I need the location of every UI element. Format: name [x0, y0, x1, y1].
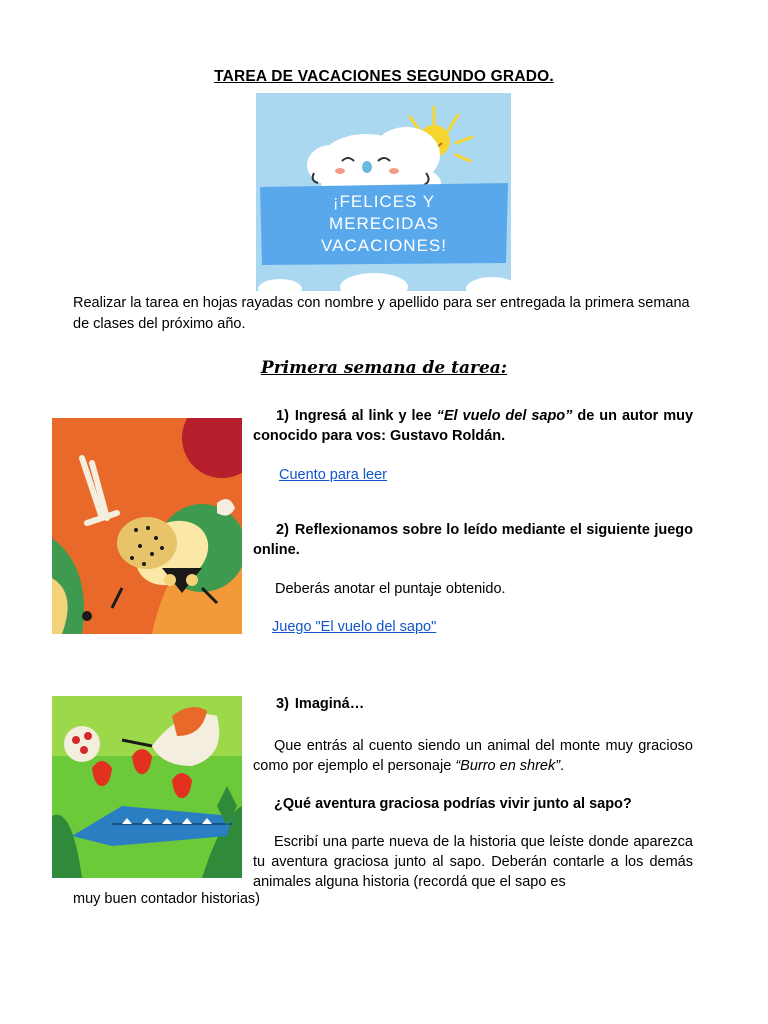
- banner-line-3: VACACIONES!: [321, 236, 447, 255]
- step-3-heading: [276, 694, 364, 714]
- banner-line-1: ¡FELICES Y: [332, 192, 436, 211]
- intro-paragraph: Realizar la tarea en hojas rayadas con nombre y apellido para ser entregada la primera semana de clases del próximo año.: [73, 295, 690, 332]
- frog-illustration-image: [52, 418, 242, 634]
- step-1-instruction: [253, 406, 693, 446]
- step-3-paragraph-text: Que entrás al cuento siendo un animal del monte muy gracioso como por ejemplo el personaje: [253, 738, 693, 774]
- story-link[interactable]: Cuento para leer: [279, 467, 388, 483]
- step-3-writing-task-text: Escribí una parte nueva de la historia que leíste donde aparezca tu aventura graciosa junto al sapo. Deberán contarle a los demás animales alguna historia (recordá que el sapo es: [253, 834, 693, 890]
- step-2-text: Reflexionamos sobre lo leído mediante el siguiente juego online.: [253, 522, 693, 558]
- vacation-banner-image: [256, 93, 511, 291]
- step-1-number: 1): [276, 408, 289, 424]
- document-title: TAREA DE VACACIONES SEGUNDO GRADO.: [214, 68, 554, 85]
- step-3-writing-task-end: muy buen contador historias): [73, 891, 260, 907]
- step-3-paragraph: [253, 736, 693, 776]
- step-2-number: 2): [276, 522, 289, 538]
- step-3-writing-task: [253, 832, 693, 892]
- example-character: “Burro en shrek”: [455, 758, 561, 774]
- step-3-question: ¿Qué aventura graciosa podrías vivir junto al sapo?: [274, 796, 632, 812]
- step-3-text: Imaginá…: [294, 696, 365, 712]
- game-link[interactable]: Juego "El vuelo del sapo": [272, 619, 437, 635]
- step-2-note: Deberás anotar el puntaje obtenido.: [275, 581, 506, 597]
- crocodile-illustration-image: [52, 696, 242, 878]
- section-title: Primera semana de tarea:: [260, 358, 508, 378]
- step-3-paragraph-end: .: [560, 758, 565, 774]
- step-1-suffix: de un autor muy conocido para vos: Gustavo Roldán.: [253, 408, 694, 444]
- step-2-instruction: [253, 520, 693, 560]
- book-title: “El vuelo del sapo”: [436, 408, 573, 424]
- banner-line-2: MERECIDAS: [328, 214, 440, 233]
- step-3-number: 3): [276, 696, 289, 712]
- step-1-text: Ingresá al link y lee: [294, 408, 437, 424]
